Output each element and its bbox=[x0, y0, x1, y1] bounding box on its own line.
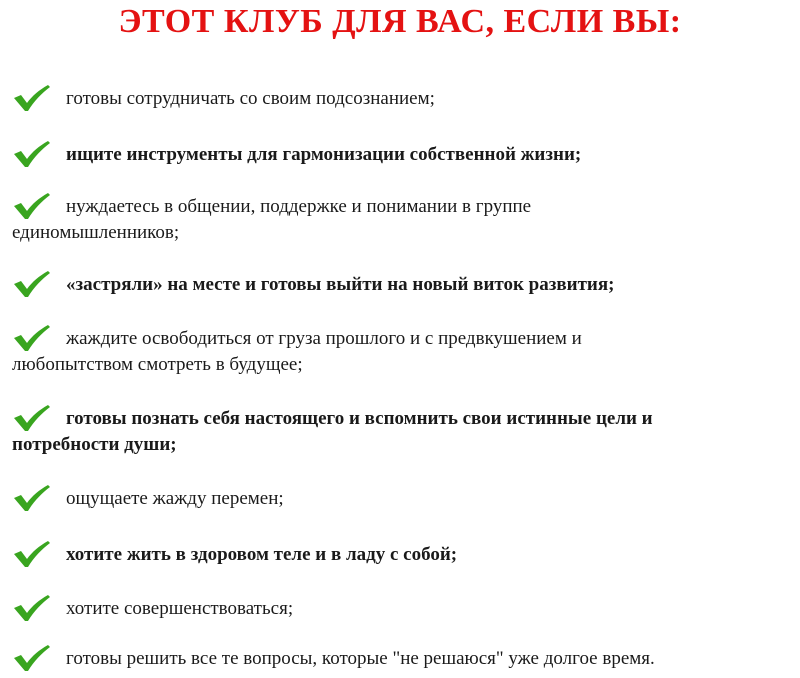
checkmark-icon bbox=[12, 192, 52, 220]
item-text: жаждите освободиться от груза прошлого и с предвкушением и bbox=[66, 328, 582, 349]
checkmark-icon bbox=[12, 644, 52, 672]
item-text: готовы сотрудничать со своим подсознанием; bbox=[66, 88, 435, 109]
item-text: готовы познать себя настоящего и вспомнить свои истинные цели и bbox=[66, 408, 653, 429]
list-item bbox=[12, 140, 798, 168]
item-text: «застряли» на месте и готовы выйти на новый виток развития; bbox=[66, 274, 615, 295]
checkmark-icon bbox=[12, 404, 52, 432]
list-item bbox=[12, 540, 798, 568]
checkmark-icon bbox=[12, 540, 52, 568]
item-text: хотите совершенствоваться; bbox=[66, 598, 294, 619]
checkmark-icon bbox=[12, 84, 52, 112]
checkmark-icon bbox=[12, 140, 52, 168]
page-title: ЭТОТ КЛУБ ДЛЯ ВАС, ЕСЛИ ВЫ: bbox=[118, 3, 682, 40]
item-text: нуждаетесь в общении, поддержке и понимании в группе bbox=[66, 196, 532, 217]
list-item bbox=[12, 484, 798, 512]
list-item bbox=[12, 324, 798, 378]
item-text-continuation: потребности души; bbox=[12, 434, 177, 455]
checkmark-icon bbox=[12, 324, 52, 352]
item-text-continuation: любопытством смотреть в будущее; bbox=[12, 354, 303, 375]
checkmark-icon bbox=[12, 270, 52, 298]
item-text: готовы решить все те вопросы, которые "не решаюся" уже долгое время. bbox=[66, 648, 655, 669]
item-text: ищите инструменты для гармонизации собственной жизни; bbox=[66, 144, 582, 165]
item-text-continuation: единомышленников; bbox=[12, 222, 180, 243]
list-item bbox=[12, 594, 798, 622]
item-text: ощущаете жажду перемен; bbox=[66, 488, 284, 509]
list-item bbox=[12, 644, 798, 672]
checkmark-icon bbox=[12, 484, 52, 512]
list-item bbox=[12, 404, 798, 458]
list-item bbox=[12, 84, 798, 112]
checkmark-icon bbox=[12, 594, 52, 622]
item-text: хотите жить в здоровом теле и в ладу с собой; bbox=[66, 544, 458, 565]
list-item bbox=[12, 270, 798, 298]
list-item bbox=[12, 192, 798, 246]
